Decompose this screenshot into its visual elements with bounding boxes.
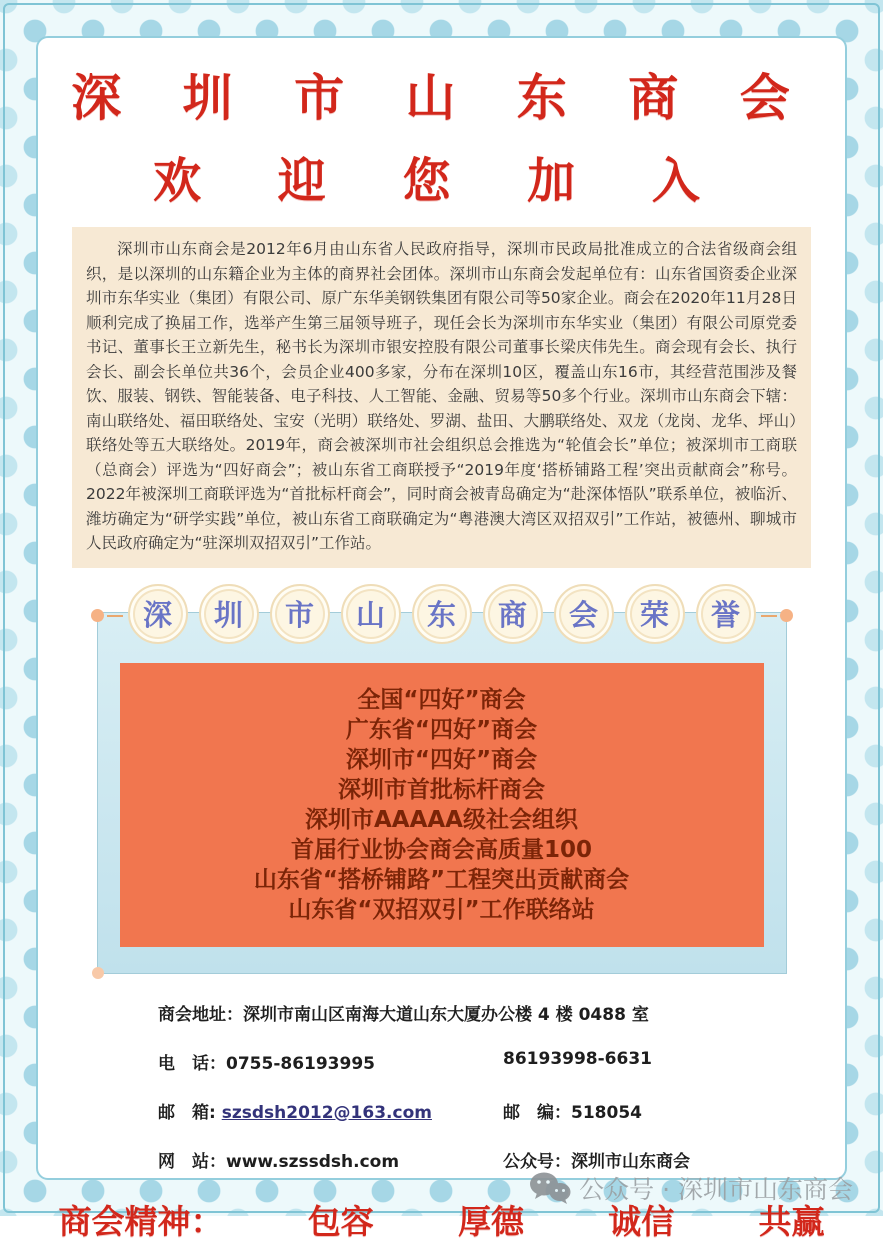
honor-item: 深圳市AAAAA级社会组织 [304,806,578,833]
motto-value: 包容 [307,1201,374,1241]
medallion-char [696,584,756,644]
content-panel [36,36,847,1241]
honor-item: 广东省“四好”商会 [345,716,538,743]
medallion-char-label: 誉 [710,598,740,632]
medallion-char [270,584,330,644]
phone-primary [158,1049,503,1074]
website-value: www.szssdsh.com [226,1151,400,1172]
medallion-char [625,584,685,644]
zip-group [503,1098,799,1123]
wechat-icon [529,1171,571,1205]
contact-section [158,1000,799,1172]
wechat-watermark [529,1170,853,1206]
web-wechat-row [158,1147,799,1172]
medallion-char-label: 山 [355,598,385,632]
email-zip-row [158,1098,799,1123]
medallion-char [199,584,259,644]
zip-value: 518054 [571,1102,642,1123]
email-group [158,1098,503,1123]
medallion-char-label: 圳 [213,598,243,632]
honor-item: 深圳市“四好”商会 [345,746,538,773]
honor-item: 首届行业协会商会高质量100 [290,836,592,863]
left-connector-dot [91,609,104,622]
medallion-char [341,584,401,644]
medallion-char-label: 市 [284,598,314,632]
website-label: 网 站： [158,1151,226,1172]
honor-item: 全国“四好”商会 [357,686,526,713]
medallion-char [412,584,472,644]
address-value: 深圳市南山区南海大道山东大厦办公楼 4 楼 0488 室 [243,1004,649,1025]
honors-section [97,584,787,974]
honor-item: 山东省“搭桥铺路”工程突出贡献商会 [253,866,630,893]
wechat-value: 深圳市山东商会 [571,1151,690,1172]
medallion-char-label: 深 [142,598,172,632]
honor-item: 深圳市首批标杆商会 [338,776,545,803]
panel-corner-dot [92,967,104,979]
motto-value: 共赢 [758,1201,825,1241]
main-title: 深 圳 市 山 东 商 会 [71,68,812,127]
website-group [158,1147,503,1172]
medallion-char-label: 商 [497,598,527,632]
medallion-char [483,584,543,644]
address-row [158,1000,799,1025]
intro-paragraph: 深圳市山东商会是2012年6月由山东省人民政府指导，深圳市民政局批准成立的合法省级商会组织，是以深圳的山东籍企业为主体的商界社会团体。深圳市山东商会发起单位有：山东省国资委企业深圳市东华实业（集团）有限公司、原广东华美钢铁集团有限公司等50家企业。商会在2020年11月28日顺利完成了换届工作，选举产生第三届领导班子，现任会长为深圳市东华实业（集团）有限公司原党委书记、董事长王立新先生，秘书长为深圳市银安控股有限公司董事长梁庆伟先生。商会现有会长、执行会长、副会长单位共36个，会员企业400多家，分布在深圳10区，覆盖山东16市，其经营范围涉及餐饮、服装、钢铁、智能装备、电子科技、人工智能、金融、贸易等50多个行业。深圳市山东商会下辖：南山联络处、福田联络处、宝安（光明）联络处、罗湖、盐田、大鹏联络处、双龙（龙岗、龙华、坪山）联络处等五大联络处。2019年，商会被深圳市社会组织总会推选为“轮值会长”单位；被深圳市工商联（总商会）评选为“四好商会”；被山东省工商联授予“2019年度‘搭桥铺路工程’突出贡献商会”称号。2022年被深圳工商联评选为“首批标杆商会”，同时商会被青岛确定为“赴深体悟队”联系单位，被临沂、潍坊确定为“研学实践”单位，被山东省工商联确定为“粤港澳大湾区双招双引”工作站，被德州、聊城市人民政府确定为“驻深圳双招双引”工作站。 [72,227,811,568]
email-link[interactable]: szsdsh2012@163.com [221,1102,432,1123]
honors-list-box [120,663,764,947]
address-label: 商会地址： [158,1004,243,1025]
medallion-char [554,584,614,644]
right-connector-dash [761,615,777,617]
phone-label: 电 话： [158,1053,226,1074]
honor-item: 山东省“双招双引”工作联络站 [288,896,595,923]
medallion-char-label: 会 [568,598,598,632]
phone1-value: 0755-86193995 [226,1053,375,1074]
wechat-group [503,1147,799,1172]
motto-value: 厚德 [458,1201,524,1241]
medallion-char-label: 荣 [639,598,669,632]
motto-label: 商会精神： [58,1201,224,1241]
honors-header-medallions [97,584,787,644]
watermark-text: 公众号 · 深圳市山东商会 [579,1175,853,1204]
subtitle-welcome: 欢 迎 您 加 入 [153,153,730,209]
wechat-label: 公众号： [503,1151,571,1172]
motto-value: 诚信 [608,1201,675,1241]
medallion-char [128,584,188,644]
honors-blue-panel [97,612,787,974]
zip-label: 邮 编： [503,1102,571,1123]
left-connector-dash [107,615,123,617]
phone-row [158,1049,799,1074]
right-connector-dot [780,609,793,622]
phone2-value: 86193998-6631 [503,1048,652,1069]
medallion-char-label: 东 [426,598,456,632]
email-label: 邮 箱: [158,1102,222,1123]
